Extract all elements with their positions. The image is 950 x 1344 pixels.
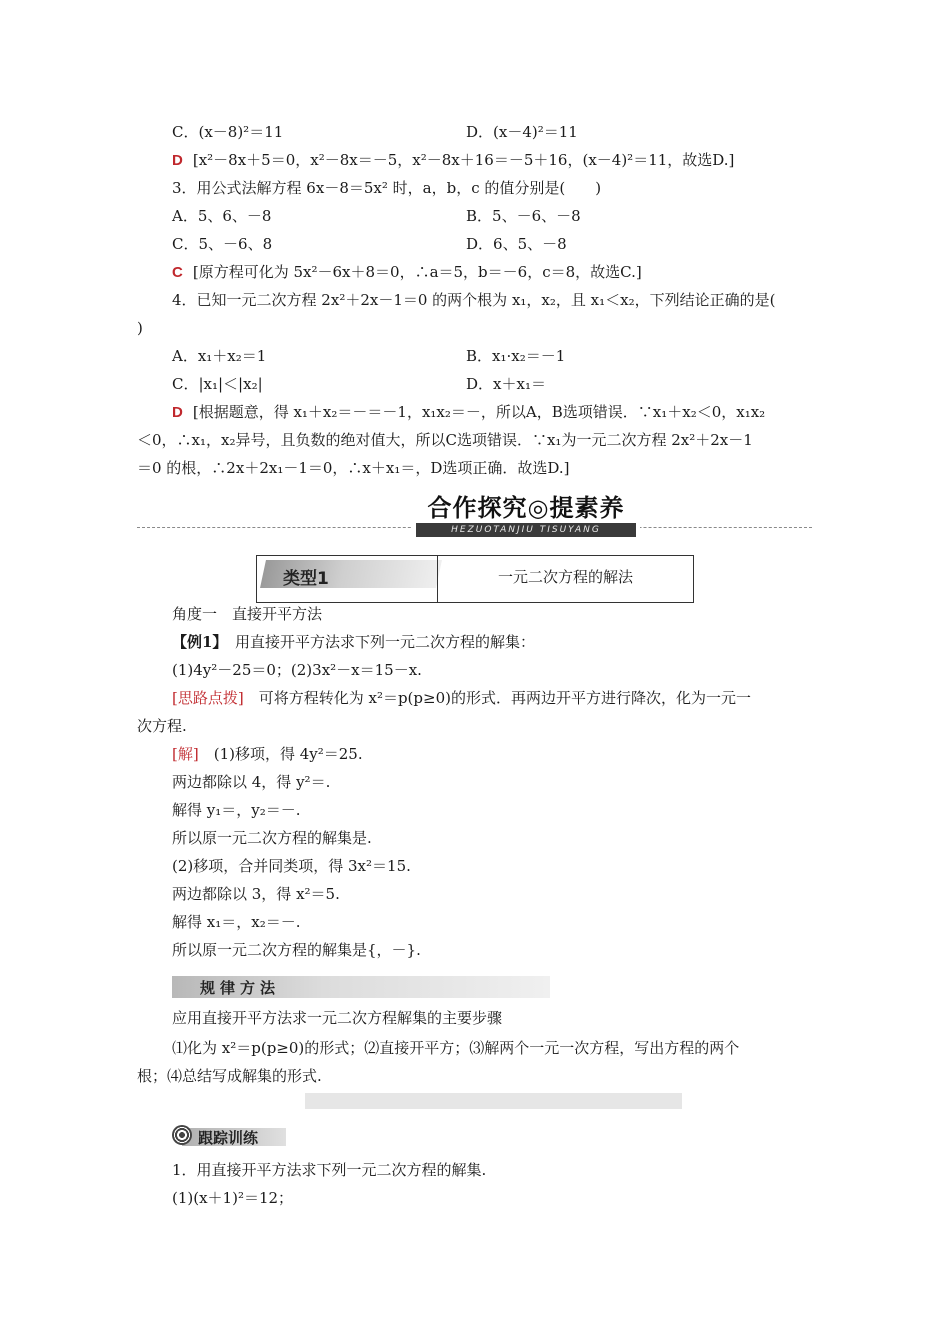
example-text: 用直接开平方法求下列一元二次方程的解集： <box>219 633 535 651</box>
hint-text: 可将方程转化为 x²＝p(p≥0)的形式．再两边开平方进行降次，化为一元一 <box>243 689 751 707</box>
gray-separator <box>305 1093 682 1109</box>
solution-step: 两边都除以 4，得 y²＝. <box>172 773 331 791</box>
question-4-paren: ) <box>137 319 143 337</box>
rule-text: ⑴化为 x²＝p(p≥0)的形式；⑵直接开平方；⑶解两个一元一次方程，写出方程的两个 <box>172 1039 740 1057</box>
option-b: B．x₁·x₂＝－1 <box>466 347 566 365</box>
answer-explanation-cont: ＝0 的根，∴2x＋2x₁－1＝0，∴x＋x₁＝，D选项正确．故选D.] <box>137 459 570 477</box>
answer-line-2 <box>172 150 734 171</box>
answer-line-4 <box>172 402 765 423</box>
option-c: C．(x－8)²＝11 <box>172 123 284 141</box>
solution-step: 两边都除以 3，得 x²＝5. <box>172 885 340 903</box>
option-c: C．5、－6、8 <box>172 235 273 253</box>
practice-item: (1)(x＋1)²＝12； <box>172 1189 294 1207</box>
rule-text: 根；⑷总结写成解集的形式. <box>137 1067 322 1085</box>
type-box <box>256 555 694 603</box>
hint-tag: [思路点拨] <box>172 689 244 707</box>
practice-question: 1．用直接开平方法求下列一元二次方程的解集. <box>172 1161 487 1179</box>
rule-text: 应用直接开平方法求一元二次方程解集的主要步骤 <box>172 1009 503 1027</box>
answer-explanation: [x²－8x＋5＝0，x²－8x＝－5，x²－8x＋16＝－5＋16，(x－4)²＝11，故选D.] <box>192 151 735 169</box>
answer-letter: D <box>172 152 183 169</box>
option-d: D．(x－4)²＝11 <box>466 123 578 141</box>
option-a: A．x₁＋x₂＝1 <box>172 347 267 365</box>
solution-text: (1)移项，得 4y²＝25. <box>198 745 363 763</box>
hint-text-cont: 次方程. <box>137 717 187 735</box>
answer-explanation-cont: ＜0，∴x₁，x₂异号，且负数的绝对值大，所以C选项错误．∵x₁为一元二次方程 2x²＋2x－1 <box>137 431 753 449</box>
solution-step: (2)移项，合并同类项，得 3x²＝15. <box>172 857 411 875</box>
option-c: C．|x₁|＜|x₂| <box>172 375 263 393</box>
option-d: D．x＋x₁＝ <box>466 375 546 393</box>
option-d: D．6、5、－8 <box>466 235 567 253</box>
answer-explanation: [根据题意，得 x₁＋x₂＝－＝－1，x₁x₂＝－，所以A，B选项错误．∵x₁＋x₂＜0，x₁x₂ <box>192 403 766 421</box>
solution-step: 所以原一元二次方程的解集是. <box>172 829 372 847</box>
answer-letter: D <box>172 404 183 421</box>
type-label: 类型1 <box>283 569 329 589</box>
banner-subtitle: HEZUOTANJIU TISUYANG <box>416 523 636 537</box>
track-heading: 跟踪训练 <box>198 1129 259 1147</box>
target-icon <box>172 1125 192 1145</box>
section-banner <box>412 494 640 544</box>
example-equations: (1)4y²－25＝0；(2)3x²－x＝15－x. <box>172 661 422 679</box>
type-title: 一元二次方程的解法 <box>497 568 633 586</box>
hint-line <box>172 688 751 708</box>
answer-line-3 <box>172 262 642 283</box>
solution-step: 解得 x₁＝，x₂＝－. <box>172 913 301 931</box>
example-tag: 【例1】 <box>172 633 220 651</box>
question-3: 3．用公式法解方程 6x－8＝5x² 时，a，b，c 的值分别是( ) <box>172 179 602 197</box>
solution-step: 所以原一元二次方程的解集是{，－}. <box>172 941 421 959</box>
solution-tag: [解] <box>172 745 199 763</box>
answer-explanation: [原方程可化为 5x²－6x＋8＝0，∴a＝5，b＝－6，c＝8，故选C.] <box>192 263 642 281</box>
question-4: 4．已知一元二次方程 2x²＋2x－1＝0 的两个根为 x₁，x₂，且 x₁＜x₂，下列结论正确的是( <box>172 291 776 309</box>
example-1 <box>172 632 535 652</box>
rule-heading: 规律方法 <box>200 979 281 997</box>
solution-line <box>172 744 363 764</box>
angle-heading: 角度一 直接开平方法 <box>172 605 323 623</box>
banner-title: 合作探究◎提素养 <box>427 494 625 522</box>
option-a: A．5、6、－8 <box>172 207 272 225</box>
solution-step: 解得 y₁＝，y₂＝－. <box>172 801 301 819</box>
option-b: B．5、－6、－8 <box>466 207 581 225</box>
track-heading-bar <box>172 1124 287 1148</box>
answer-letter: C <box>172 264 183 281</box>
rule-heading-bar <box>172 976 550 998</box>
